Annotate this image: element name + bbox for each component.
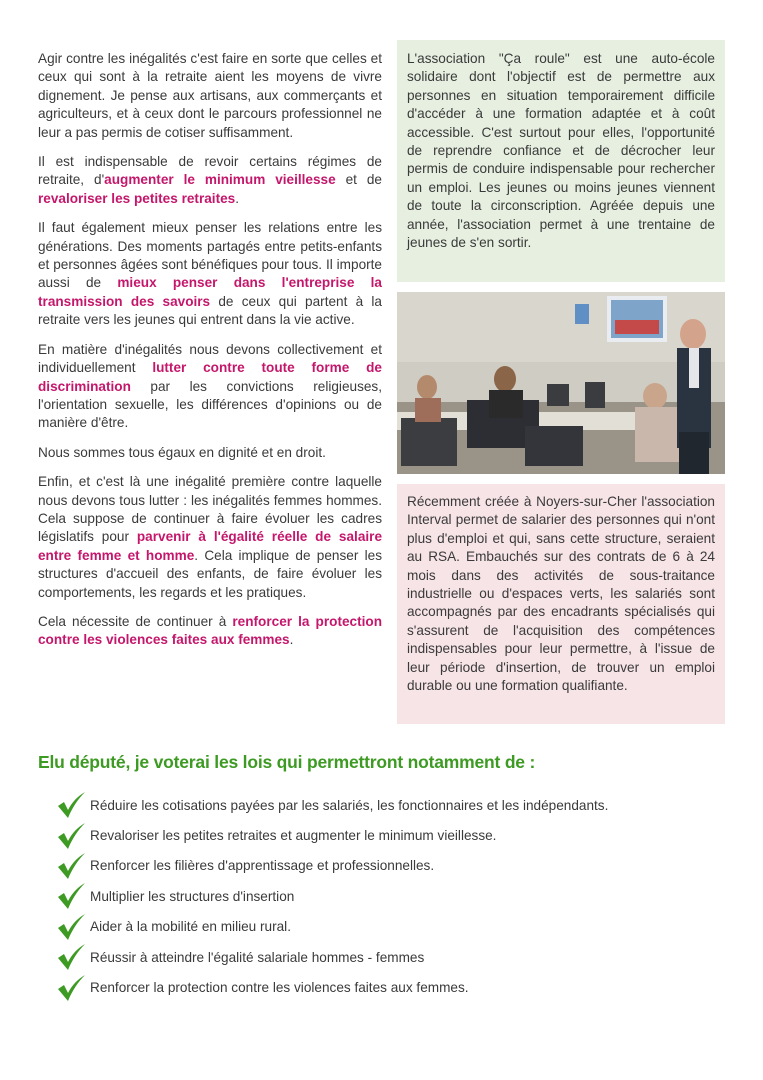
list-item-label: Renforcer la protection contre les violences faites aux femmes. <box>90 980 469 996</box>
text: . <box>289 632 294 648</box>
interval-box <box>397 484 725 724</box>
commitments-list <box>56 790 736 1003</box>
list-item <box>56 912 736 942</box>
check-icon <box>56 852 86 880</box>
highlight-discrimination: lutter contre toute forme de discrimination <box>38 360 382 394</box>
photo-illustration <box>397 292 725 474</box>
highlight-transmission-savoirs: mieux penser dans l'entreprise la transmission des savoirs <box>38 275 382 309</box>
list-item <box>56 972 736 1002</box>
text: de ceux qui partent à la retraite vers les jeunes qui entrent dans la vie active. <box>38 293 382 328</box>
list-item <box>56 851 736 881</box>
text: Enfin, et c'est là une inégalité première contre laquelle nous devons tous lutter : les inégalités femmes hommes. Cela suppose de continuer à faire évoluer les cadres législatifs pour <box>38 474 382 545</box>
paragraph-discrimination <box>38 341 382 433</box>
paragraph-minimum-vieillesse <box>38 153 382 208</box>
left-column <box>38 50 382 661</box>
check-icon <box>56 913 86 941</box>
check-icon <box>56 974 86 1002</box>
check-icon <box>56 882 86 910</box>
text: . Cela implique de penser les structures d'accueil des enfants, de faire évoluer les comportements, les regards et les pratiques. <box>38 547 382 600</box>
check-icon <box>56 822 86 850</box>
paragraph-generations <box>38 219 382 329</box>
text: et de <box>335 172 382 188</box>
highlight-egalite-salaire: parvenir à l'égalité réelle de salaire entre femme et homme <box>38 529 383 563</box>
ca-roule-box <box>397 40 725 282</box>
interval-text: Récemment créée à Noyers-sur-Cher l'association Interval permet de salarier des personnes qui n'ont plus d'emploi et qui, sans cette structure, seraient au RSA. Embauchés sur des contrats de 6 à 24 mois dans des activités de sous-traitance industrielle ou d'espaces verts, les salariés sont accompagnés par des encadrants spécialisés qui s'assurent de l'acquisition des compétences indispensables pour leur permettre, à l'issue de leur période d'insertion, de trouver un emploi durable ou une formation qualifiante. <box>407 494 715 694</box>
text: par les convictions religieuses, l'orientation sexuelle, les différences d'opinions ou de manière d'être. <box>38 378 382 431</box>
list-item <box>56 790 736 820</box>
check-icon <box>56 943 86 971</box>
text: Il faut également mieux penser les relations entre les générations. Des moments partagés entre petits-enfants et personnes âgées sont bénéfiques pour tous. Il importe aussi de <box>38 220 382 291</box>
ca-roule-text: L'association "Ça roule" est une auto-école solidaire dont l'objectif est de permettre aux personnes en situation temporairement difficile d'accéder à une formation adaptée et à coût accessible. C'est surtout pour elles, l'opportunité de reprendre confiance et de décrocher leur permis de conduire indispensable pour rechercher un emploi. Les jeunes ou moins jeunes viennent de toute la circonscription. Agréée depuis une année, l'association permet à une trentaine de jeunes de s'en sortir. <box>407 51 715 251</box>
text: Il est indispensable de revoir certains régimes de retraite, d' <box>38 154 382 188</box>
list-item-label: Multiplier les structures d'insertion <box>90 888 295 904</box>
paragraph-violences <box>38 613 382 650</box>
highlight-minimum-vieillesse: augmenter le minimum vieillesse <box>104 172 336 188</box>
list-item-label: Revaloriser les petites retraites et augmenter le minimum vieillesse. <box>90 828 497 844</box>
text: Cela nécessite de continuer à <box>38 613 233 629</box>
paragraph-egalite-dignite: Nous sommes tous égaux en dignité et en droit. <box>38 444 326 460</box>
list-item-label: Réduire les cotisations payées par les salariés, les fonctionnaires et les indépendants. <box>90 797 609 813</box>
text: . <box>235 190 240 206</box>
list-item-label: Aider à la mobilité en milieu rural. <box>90 919 291 935</box>
list-item-label: Renforcer les filières d'apprentissage et professionnelles. <box>90 858 435 874</box>
list-item <box>56 942 736 972</box>
paragraph-femmes-hommes <box>38 473 382 602</box>
computer-room-photo <box>397 292 725 474</box>
list-item-label: Réussir à atteindre l'égalité salariale hommes - femmes <box>90 949 425 965</box>
highlight-petites-retraites: revaloriser les petites retraites <box>38 190 236 206</box>
commitments-heading: Elu député, je voterai les lois qui permettront notamment de : <box>38 752 536 772</box>
list-item <box>56 881 736 911</box>
check-icon <box>56 791 86 819</box>
text: En matière d'inégalités nous devons collectivement et individuellement <box>38 341 382 376</box>
list-item <box>56 820 736 850</box>
paragraph-retraite: Agir contre les inégalités c'est faire en sorte que celles et ceux qui sont à la retraite aient les moyens de vivre dignement. Je pense aux artisans, aux commerçants et agriculteurs, et à ceux dont le parcours professionnel ne leur a pas permis de cotiser suffisamment. <box>38 51 382 140</box>
highlight-violences: renforcer la protection contre les violences faites aux femmes <box>38 613 383 648</box>
